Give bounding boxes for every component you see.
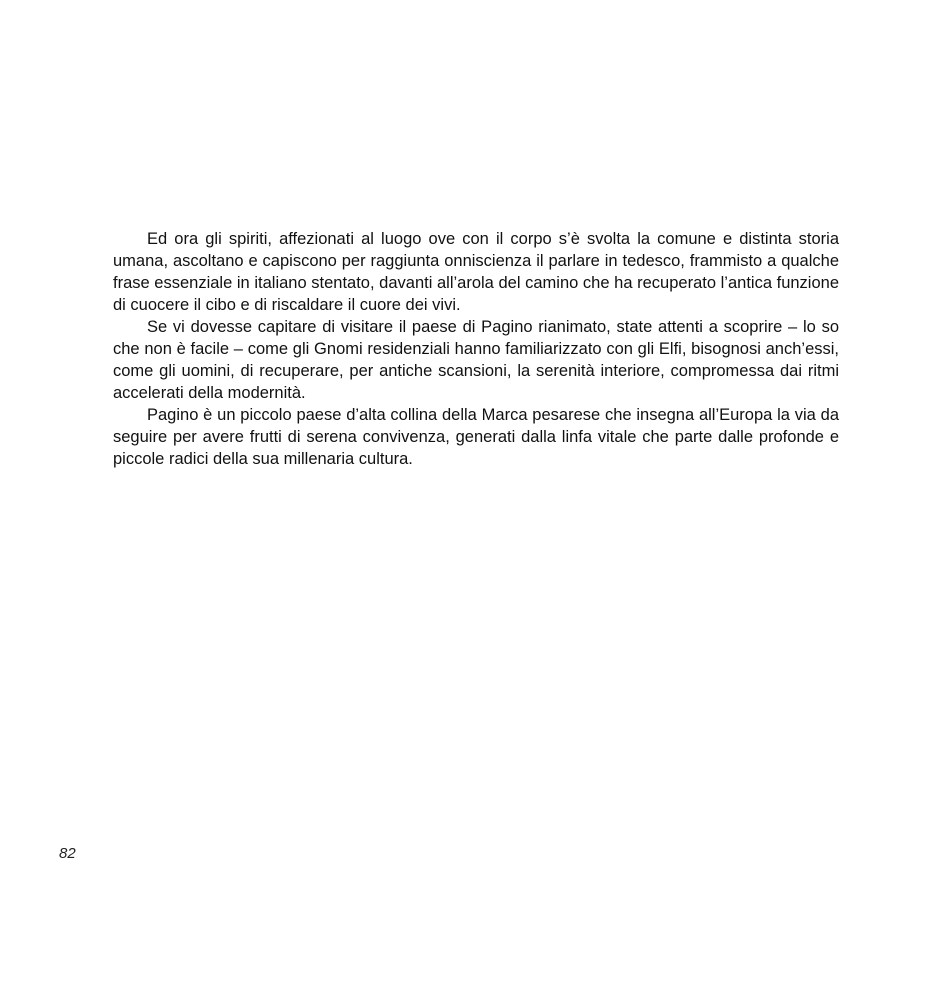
paragraph-2: Se vi dovesse capitare di visitare il paese di Pagino rianimato, state attenti a scoprire – lo so che non è facile – come gli Gnomi residenziali hanno familiarizzato con gli Elfi, bisognosi anch’essi, come gli uomini, di recuperare, per antiche scansioni, la serenità interiore, compromessa dai ritmi accelerati della modernità. — [113, 318, 839, 402]
page-number: 82 — [59, 845, 76, 862]
paragraph-3: Pagino è un piccolo paese d’alta collina della Marca pesarese che insegna all’Europa la via da seguire per avere frutti di serena convivenza, generati dalla linfa vitale che parte dalle profonde e piccole radici della sua millenaria cultura. — [113, 406, 839, 468]
body-text — [113, 228, 839, 470]
paragraph-1: Ed ora gli spiriti, affezionati al luogo ove con il corpo s’è svolta la comune e distinta storia umana, ascoltano e capiscono per raggiunta onniscienza il parlare in tedesco, frammisto a qualche frase essenziale in italiano stentato, davanti all’arola del camino che ha recuperato l’antica funzione di cuocere il cibo e di riscaldare il cuore dei vivi. — [113, 230, 839, 314]
